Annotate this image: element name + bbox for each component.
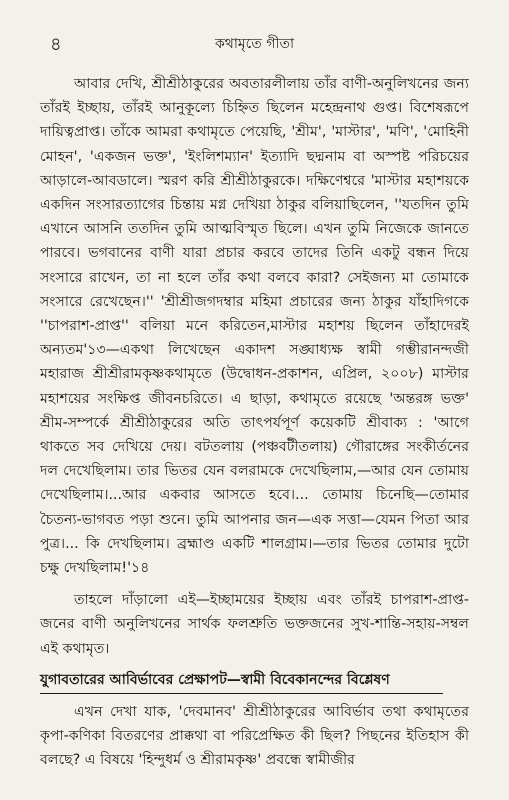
- body-paragraph: এখন দেখা যাক, 'দেবমানব' শ্রীশ্রীঠাকুরের আবির্ভাব তথা কথামৃতের কৃপা-কণিকা বিতরণের প্রাক্কথা বা পরিপ্রেক্ষিত কী ছিল? পিছনের ইতিহাস কী বলছে? এ বিষয়ে 'হিন্দুধর্ম ও শ্রীরামকৃষ্ণ' প্রবন্ধে স্বামীজীর: [40, 703, 469, 769]
- running-title: কথামৃতে গীতা: [214, 36, 295, 52]
- body-paragraph: আবার দেখি, শ্রীশ্রীঠাকুরের অবতারলীলায় তাঁর বাণী-অনুলিখনের জন্য তাঁরই ইচ্ছায়, তাঁরই আনুকূল্যে চিহ্নিত ছিলেন মহেন্দ্রনাথ গুপ্ত। বিশেষরূপে দায়িত্বপ্রাপ্ত। তাঁকে আমরা কথামৃতে পেয়েছি, 'শ্রীম', 'মাস্টার', 'মণি', 'মোহিনী মোহন', 'একজন ভক্ত', 'ইংলিশম্যান' ইত্যাদি ছদ্মনাম বা অস্পষ্ট পরিচয়ের আড়ালে-আবডালে। স্মরণ করি শ্রীশ্রীঠাকুরকে। দক্ষিণেশ্বরে 'মাস্টার মহাশয়কে একদিন সংসারত্যাগের চিন্তায় মগ্ন দেখিয়া ঠাকুর বলিয়াছিলেন, ''যতদিন তুমি এখানে আসনি ততদিন তুমি আত্মবিস্মৃত ছিলে। এখন তুমি নিজেকে জানতে পারবে। ভগবানের বাণী যারা প্রচার করবে তাদের তিনি একটু বন্ধন দিয়ে সংসারে রাখেন, তা না হলে তাঁর কথা বলবে কারা? সেইজন্য মা তোমাকে সংসারে রেখেছেন।'' 'শ্রীশ্রীজগদম্বার মহিমা প্রচারের জন্য ঠাকুর যাঁহাদিগকে ''চাপরাশ-প্রাপ্ত'' বলিয়া মনে করিতেন,মাস্টার মহাশয় ছিলেন তাঁহাদেরই অন্যতম'১৩—একথা লিখেছেন একাদশ সঙ্ঘাধ্যক্ষ স্বামী গম্ভীরানন্দজী মহারাজ শ্রীশ্রীরামকৃষ্ণকথামৃতে (উদ্বোধন-প্রকাশন, এপ্রিল, ২০০৮) মাস্টার মহাশয়ের সংক্ষিপ্ত জীবনচরিতে। এ ছাড়া, কথামৃতে রয়েছে 'অন্তরঙ্গ ভক্ত' শ্রীম-সম্পর্কে শ্রীশ্রীঠাকুরের অতি তাৎপর্যপূর্ণ কয়েকটি শ্রীবাক্য : 'আগে থাকতে সব দেখিয়ে দেয়। বটতলায় (পঞ্চবটীতলায়) গৌরাঙ্গের সংকীর্তনের দল দেখেছিলাম। তার ভিতর যেন বলরামকে দেখেছিলাম,—আর যেন তোমায় দেখেছিলাম।...আর একবার আসতে হবে।... তোমায় চিনেছি—তোমার চৈতন্য-ভাগবত পড়া শুনে। তুমি আপনার জন—এক সত্তা—যেমন পিতা আর পুত্র।... কি দেখছিলাম। ব্রহ্মাণ্ড একটি শালগ্রাম।—তার ভিতর তোমার দুটো চক্ষু দেখছিলাম!'১৪: [40, 76, 469, 577]
- body-paragraph: তাহলে দাঁড়ালো এই—ইচ্ছাময়ের ইচ্ছায় এবং তাঁরই চাপরাশ-প্রাপ্ত- জনের বাণী অনুলিখনের সার্থক ফলশ্রুতি ভক্তজনের সুখ-শান্তি-সহায়-সম্বল এই কথামৃত।: [40, 592, 469, 657]
- section-heading: যুগাবতারের আবির্ভাবের প্রেক্ষাপট—স্বামী বিবেকানন্দের বিশ্লেষণ: [40, 669, 443, 694]
- page-header: [40, 30, 469, 56]
- page-number: ৪: [50, 34, 62, 55]
